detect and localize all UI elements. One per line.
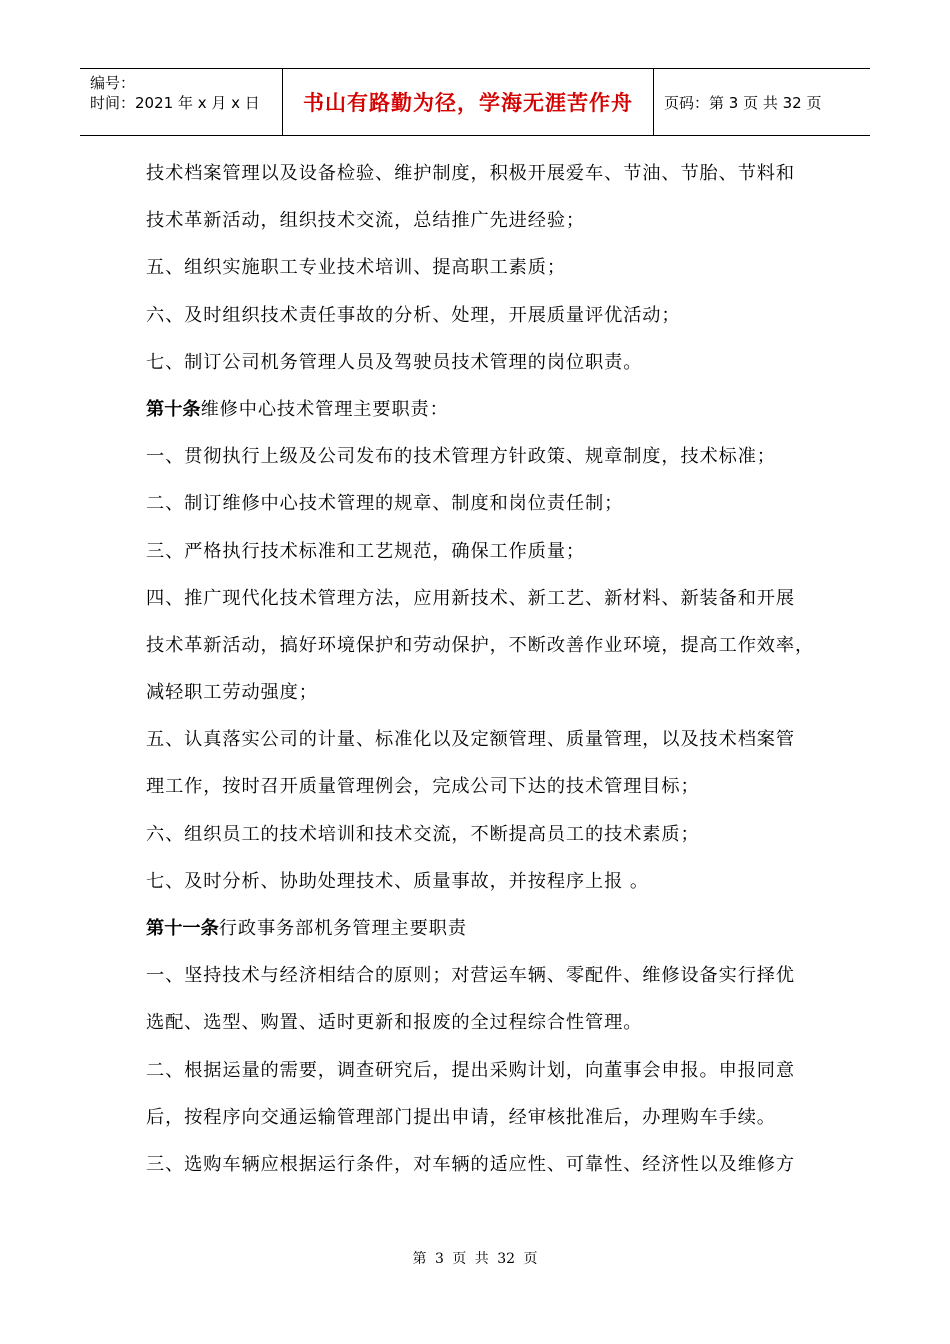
paragraph-line [146,339,836,386]
paragraph-line [146,952,836,999]
paragraph-line [146,480,836,527]
line-text: 后，按程序向交通运输管理部门提出申请，经审核批准后，办理购车手续。 [146,1106,776,1128]
paragraph-line [146,858,836,905]
paragraph-line [146,622,836,669]
line-text: 选配、选型、购置、适时更新和报废的全过程综合性管理。 [146,1012,643,1034]
paragraph-line [146,1047,836,1094]
line-text: 一、坚持技术与经济相结合的原则；对营运车辆、零配件、维修设备实行择优 [146,965,795,987]
line-text: 行政事务部机务管理主要职责 [218,918,467,939]
line-text: 技术革新活动，搞好环境保护和劳动保护，不断改善作业环境，提高工作效率， [146,634,815,656]
line-text: 技术档案管理以及设备检验、维护制度，积极开展爱车、节油、节胎、节料和 [146,163,795,184]
line-text: 三、选购车辆应根据运行条件，对车辆的适应性、可靠性、经济性以及维修方 [146,1153,795,1175]
line-text: 一、贯彻执行上级及公司发布的技术管理方针政策、规章制度，技术标准； [146,446,776,468]
paragraph-line [146,575,836,622]
motto-text: 书山有路勤为径，学海无涯苦作舟 [303,91,633,115]
line-text: 技术革新活动，组织技术交流，总结推广先进经验； [146,210,586,232]
line-text: 六、组织员工的技术培训和技术交流，不断提高员工的技术素质； [146,823,700,845]
header-motto-cell [282,69,654,135]
paragraph-line [146,528,836,575]
line-text: 五、组织实施职工专业技术培训、提高职工素质； [146,257,566,279]
page-header [80,68,870,136]
article-number: 第十条 [146,398,201,420]
header-page-info: 页码：第 3 页 共 32 页 [664,93,822,112]
line-text: 维修中心技术管理主要职责： [200,398,449,420]
header-meta [80,69,282,135]
line-text: 减轻职工劳动强度； [146,682,318,704]
line-text: 二、制订维修中心技术管理的规章、制度和岗位责任制； [146,493,624,515]
page-footer: 第 3 页 共 32 页 [412,1251,538,1267]
article-number: 第十一条 [146,918,219,939]
document-date: 时间：2021 年 x 月 x 日 [90,94,260,112]
paragraph-line [146,763,836,810]
paragraph-line [146,999,836,1046]
line-text: 二、根据运量的需要，调查研究后，提出采购计划，向董事会申报。申报同意 [146,1059,795,1081]
paragraph-line [146,1141,836,1188]
line-text: 五、认真落实公司的计量、标准化以及定额管理、质量管理，以及技术档案管 [146,729,795,751]
article-heading-line [146,386,836,433]
line-text: 七、制订公司机务管理人员及驾驶员技术管理的岗位职责。 [146,351,643,373]
paragraph-line [146,197,836,244]
article-heading-line [146,905,836,952]
paragraph-line [146,811,836,858]
paragraph-line [146,292,836,339]
paragraph-line [146,1094,836,1141]
line-text: 四、推广现代化技术管理方法，应用新技术、新工艺、新材料、新装备和开展 [146,587,795,609]
line-text: 六、及时组织技术责任事故的分析、处理，开展质量评优活动； [146,304,681,326]
paragraph-line [146,150,836,197]
paragraph-line [146,716,836,763]
line-text: 三、严格执行技术标准和工艺规范，确保工作质量； [146,540,586,562]
line-text: 理工作，按时召开质量管理例会，完成公司下达的技术管理目标； [146,776,700,798]
paragraph-line [146,669,836,716]
line-text: 七、及时分析、协助处理技术、质量事故，并按程序上报 。 [146,870,649,892]
paragraph-line [146,433,836,480]
document-number-label: 编号： [90,74,136,92]
paragraph-line [146,244,836,291]
document-body [146,150,836,1188]
